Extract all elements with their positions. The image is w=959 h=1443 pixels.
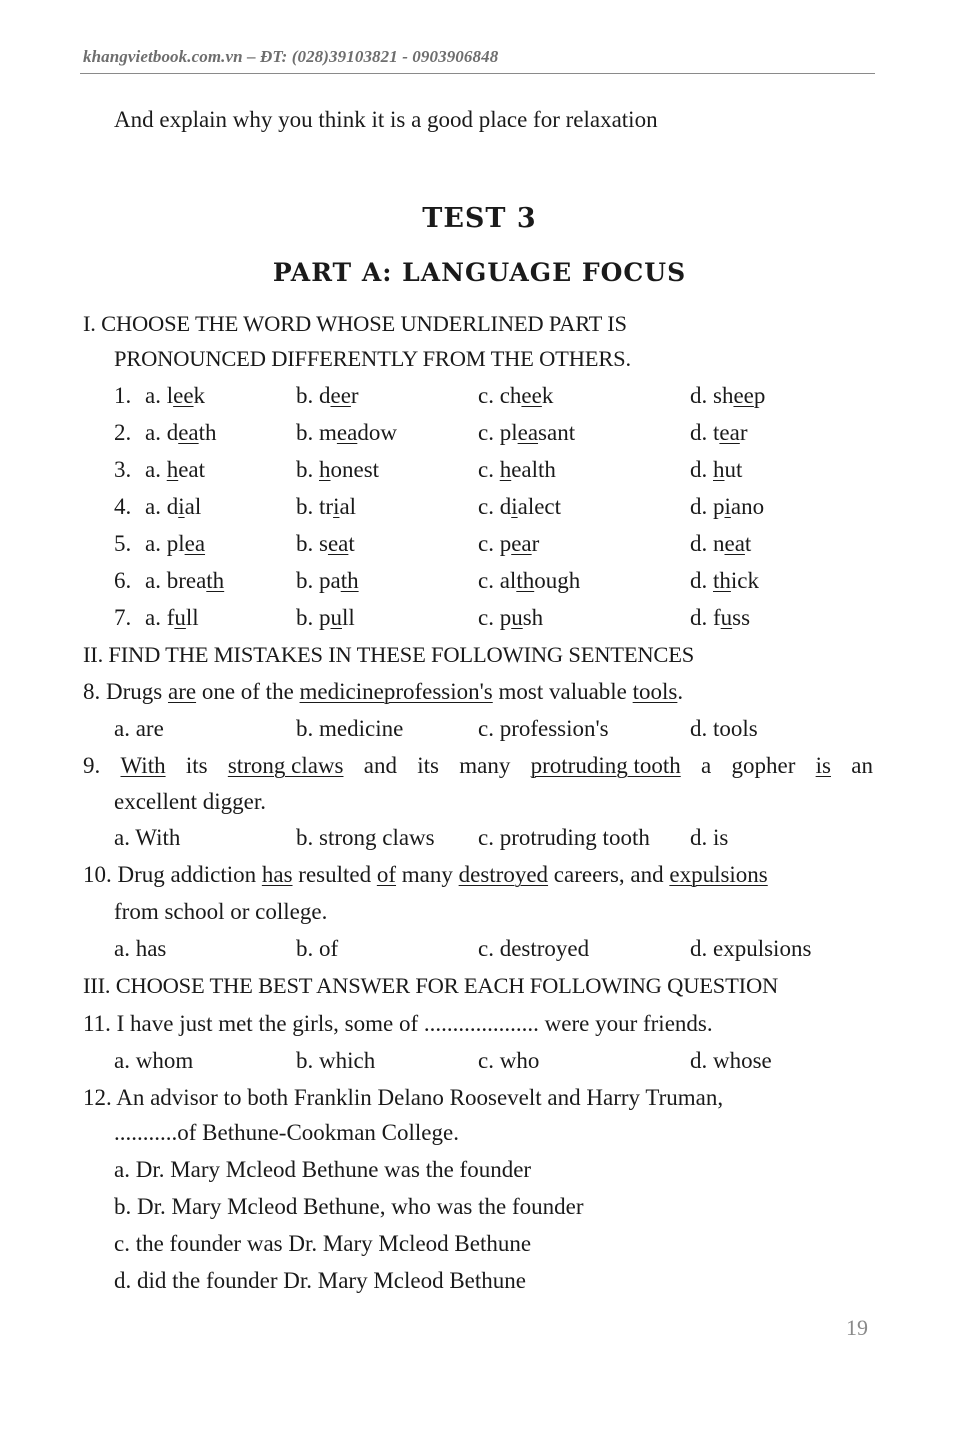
underlined-sound: th [516, 568, 535, 593]
question-12-option-c: c. the founder was Dr. Mary Mcleod Bethune [114, 1231, 532, 1256]
underlined-sound: h [166, 457, 179, 482]
q6-option-a: a. breath [145, 568, 225, 593]
question-9-line2: excellent digger. [114, 789, 266, 814]
test-title: TEST 3 [422, 203, 537, 234]
underlined-sound: ee [521, 383, 542, 408]
question-9-option-a: a. With [114, 825, 181, 850]
q2-option-c: c. pleasant [478, 420, 576, 445]
underlined-sound: ee [330, 383, 351, 408]
question-10-option-a: a. has [114, 936, 167, 961]
q6-option-b: b. path [296, 568, 359, 593]
question-9-option-d: d. is [690, 825, 729, 850]
q10-underline-3: destroyed [458, 862, 549, 887]
question-12-option-b: b. Dr. Mary Mcleod Bethune, who was the founder [114, 1194, 584, 1219]
question-12-line2: ...........of Bethune-Cookman College. [114, 1120, 459, 1145]
q7-option-b: b. pull [296, 605, 355, 630]
question-11-option-d: d. whose [690, 1048, 772, 1073]
q9-underline-1: With [120, 753, 166, 778]
question-10-option-c: c. destroyed [478, 936, 590, 961]
question-11-text: 11. I have just met the girls, some of .................... were your friends. [83, 1011, 713, 1036]
q1-number: 1. [114, 383, 132, 408]
q8-underline-1: are [167, 679, 197, 704]
underlined-sound: ea [517, 420, 539, 445]
question-10-option-b: b. of [296, 936, 339, 961]
underlined-sound: i [333, 494, 340, 519]
underlined-sound: ea [327, 531, 349, 556]
underlined-sound: u [330, 605, 342, 630]
q6-option-c: c. although [478, 568, 581, 593]
question-10-line2: from school or college. [114, 899, 328, 924]
q3-option-d: d. hut [690, 457, 743, 482]
section1-heading-line1: I. CHOOSE THE WORD WHOSE UNDERLINED PART IS [83, 311, 627, 336]
q8-underline-3: tools [632, 679, 678, 704]
q4-option-a: a. dial [145, 494, 202, 519]
question-11-option-b: b. which [296, 1048, 376, 1073]
underlined-sound: ea [184, 531, 206, 556]
question-8-option-c: c. profession's [478, 716, 609, 741]
q6-number: 6. [114, 568, 132, 593]
q1-option-d: d. sheep [690, 383, 766, 408]
q4-option-c: c. dialect [478, 494, 562, 519]
underlined-sound: th [340, 568, 359, 593]
q1-option-b: b. deer [296, 383, 359, 408]
page-number: 19 [846, 1315, 868, 1340]
section3-heading: III. CHOOSE THE BEST ANSWER FOR EACH FOLLOWING QUESTION [83, 973, 779, 998]
header-rule [80, 73, 875, 74]
question-8-text: 8. Drugs are one of the medicineprofession's most valuable tools. [83, 679, 684, 704]
q7-number: 7. [114, 605, 132, 630]
question-12-line1: 12. An advisor to both Franklin Delano Roosevelt and Harry Truman, [83, 1085, 724, 1110]
q2-option-b: b. meadow [296, 420, 397, 445]
question-8-option-b: b. medicine [296, 716, 404, 741]
q1-option-a: a. leek [145, 383, 206, 408]
q9-underline-2: strong claws [227, 753, 344, 778]
q9-underline-4: is [815, 753, 831, 778]
q2-option-a: a. death [145, 420, 217, 445]
q2-number: 2. [114, 420, 132, 445]
q8-underline-2: medicineprofession's [299, 679, 493, 704]
q6-option-d: d. thick [690, 568, 759, 593]
q3-option-b: b. honest [296, 457, 380, 482]
q7-option-d: d. fuss [690, 605, 751, 630]
underlined-sound: i [511, 494, 518, 519]
underlined-sound: h [499, 457, 512, 482]
q1-option-c: c. cheek [478, 383, 554, 408]
question-12-option-d: d. did the founder Dr. Mary Mcleod Bethune [114, 1268, 526, 1293]
question-9-line1: 9. With its strong claws and its many protruding tooth a gopher is an [83, 753, 873, 778]
underlined-sound: ea [511, 531, 532, 556]
underlined-sound: ee [733, 383, 754, 408]
intro-text: And explain why you think it is a good place for relaxation [114, 107, 658, 132]
question-11-option-a: a. whom [114, 1048, 194, 1073]
q5-number: 5. [114, 531, 132, 556]
underlined-sound: i [724, 494, 731, 519]
q7-option-a: a. full [145, 605, 199, 630]
q10-underline-2: of [376, 862, 397, 887]
underlined-sound: u [720, 605, 733, 630]
question-12-option-a: a. Dr. Mary Mcleod Bethune was the founder [114, 1157, 532, 1182]
q10-underline-4: expulsions [669, 862, 768, 887]
q9-underline-3: protruding tooth [530, 753, 681, 778]
underlined-sound: th [206, 568, 225, 593]
q7-option-c: c. push [478, 605, 544, 630]
section2-heading: II. FIND THE MISTAKES IN THESE FOLLOWING SENTENCES [83, 642, 695, 667]
underlined-sound: h [319, 457, 331, 482]
underlined-sound: th [713, 568, 731, 593]
question-10-line1: 10. Drug addiction has resulted of many destroyed careers, and expulsions [83, 862, 768, 887]
question-9-option-c: c. protruding tooth [478, 825, 650, 850]
underlined-sound: ee [173, 383, 194, 408]
underlined-sound: ea [178, 420, 199, 445]
q5-option-d: d. neat [690, 531, 752, 556]
question-9-option-b: b. strong claws [296, 825, 435, 850]
underlined-sound: ea [336, 420, 358, 445]
underlined-sound: i [178, 494, 185, 519]
question-10-option-d: d. expulsions [690, 936, 812, 961]
q2-option-d: d. tear [690, 420, 748, 445]
page-header: khangvietbook.com.vn – ĐT: (028)39103821 - 0903906848 [83, 47, 499, 66]
q3-number: 3. [114, 457, 132, 482]
part-title: PART A: LANGUAGE FOCUS [272, 258, 687, 287]
question-11-option-c: c. who [478, 1048, 540, 1073]
underlined-sound: u [511, 605, 523, 630]
q10-underline-1: has [261, 862, 293, 887]
underlined-sound: ea [719, 420, 740, 445]
q3-option-a: a. heat [145, 457, 206, 482]
q4-option-d: d. piano [690, 494, 765, 519]
section1-heading-line2: PRONOUNCED DIFFERENTLY FROM THE OTHERS. [114, 346, 631, 371]
q5-option-b: b. seat [296, 531, 355, 556]
underlined-sound: h [713, 457, 725, 482]
q4-number: 4. [114, 494, 132, 519]
underlined-sound: u [174, 605, 186, 630]
question-8-option-a: a. are [114, 716, 164, 741]
q5-option-c: c. pear [478, 531, 540, 556]
q3-option-c: c. health [478, 457, 556, 482]
underlined-sound: ea [724, 531, 745, 556]
q5-option-a: a. plea [145, 531, 206, 556]
q4-option-b: b. trial [296, 494, 357, 519]
question-8-option-d: d. tools [690, 716, 758, 741]
